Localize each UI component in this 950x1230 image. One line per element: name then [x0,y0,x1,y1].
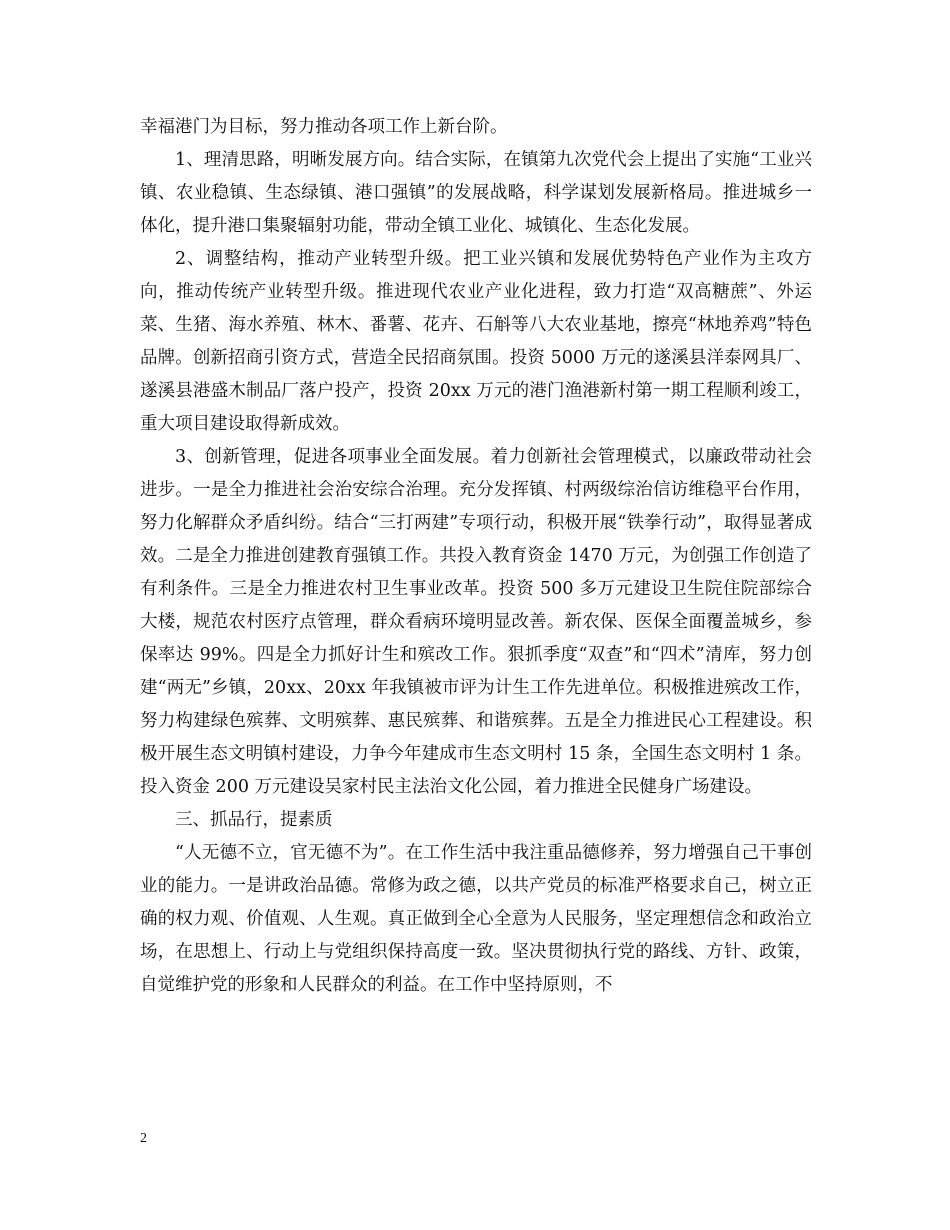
paragraph-1: 幸福港门为目标，努力推动各项工作上新台阶。 [140,117,508,137]
paragraph-2: 1、理清思路，明晰发展方向。结合实际，在镇第九次党代会上提出了实施“工业兴镇、农业稳镇、生态绿镇、港口强镇”的发展战略，科学谋划发展新格局。推进城乡一体化，提升港口集聚辐射功能，带动全镇工业化、城镇化、生态化发展。 [140,150,812,236]
document-body [140,111,812,1002]
page-number: 2 [140,1131,147,1146]
paragraph-5: “人无德不立，官无德不为”。在工作生活中我注重品德修养，努力增强自己干事创业的能力。一是讲政治品德。常修为政之德，以共产党员的标准严格要求自己，树立正确的权力观、价值观、人生观。真正做到全心全意为人民服务，坚定理想信念和政治立场，在思想上、行动上与党组织保持高度一致。坚决贯彻执行党的路线、方针、政策，自觉维护党的形象和人民群众的利益。在工作中坚持原则，不 [140,843,812,995]
paragraph-4: 3、创新管理，促进各项事业全面发展。着力创新社会管理模式，以廉政带动社会进步。一是全力推进社会治安综合治理。充分发挥镇、村两级综治信访维稳平台作用，努力化解群众矛盾纠纷。结合“三打两建”专项行动，积极开展“铁拳行动”，取得显著成效。二是全力推进创建教育强镇工作。共投入教育资金 1470 万元，为创强工作创造了有利条件。三是全力推进农村卫生事业改革。投资 500 多万元建设卫生院住院部综合大楼，规范农村医疗点管理，群众看病环境明显改善。新农保、医保全面覆盖城乡，参保率达 99%。四是全力抓好计生和殡改工作。狠抓季度“双查”和“四术”清库，努力创建“两无”乡镇，20xx、20xx 年我镇被市评为计生工作先进单位。积极推进殡改工作，努力构建绿色殡葬、文明殡葬、惠民殡葬、和谐殡葬。五是全力推进民心工程建设。积极开展生态文明镇村建设，力争今年建成市生态文明村 15 条，全国生态文明村 1 条。投入资金 200 万元建设吴家村民主法治文化公园，着力推进全民健身广场建设。 [140,447,812,797]
paragraph-3: 2、调整结构，推动产业转型升级。把工业兴镇和发展优势特色产业作为主攻方向，推动传统产业转型升级。推进现代农业产业化进程，致力打造“双高糖蔗”、外运菜、生猪、海水养殖、林木、番薯、花卉、石斛等八大农业基地，擦亮“林地养鸡”特色品牌。创新招商引资方式，营造全民招商氛围。投资 5000 万元的遂溪县洋泰网具厂、遂溪县港盛木制品厂落户投产，投资 20xx 万元的港门渔港新村第一期工程顺利竣工，重大项目建设取得新成效。 [140,249,812,434]
section-heading: 三、抓品行，提素质 [175,810,333,830]
